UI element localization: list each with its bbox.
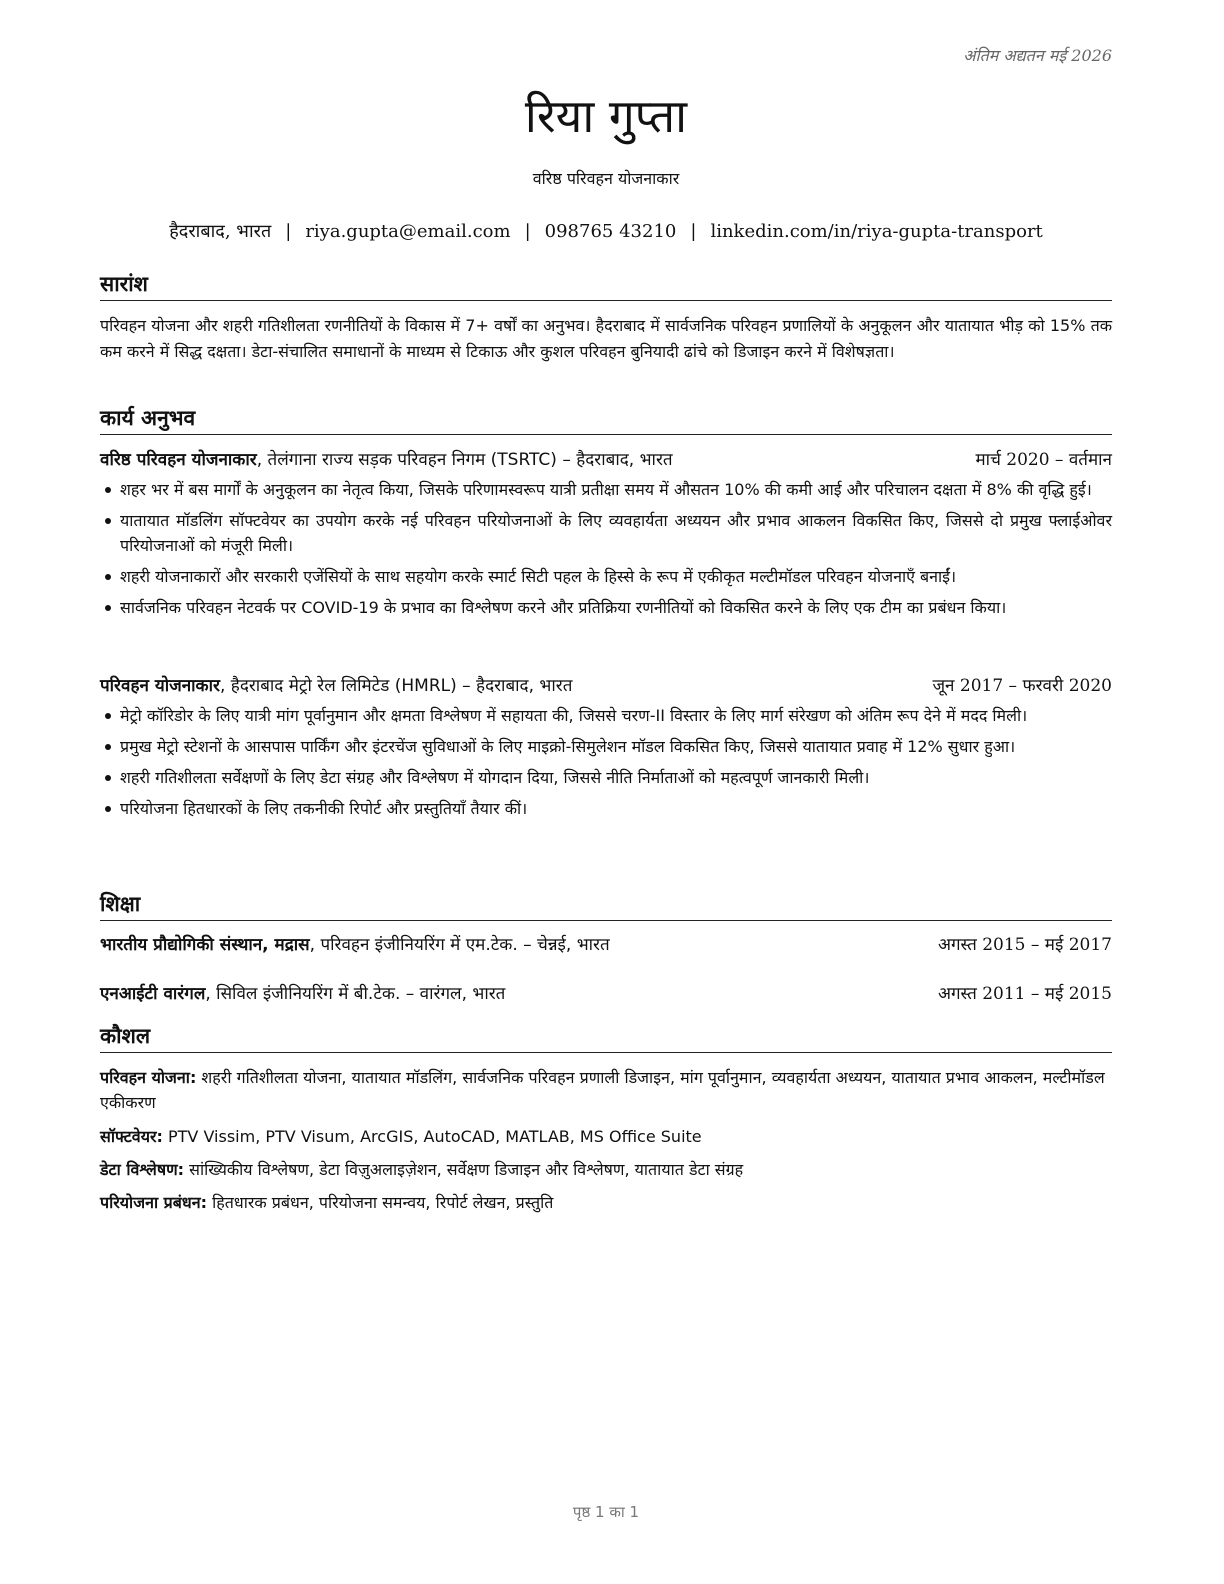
contact-email[interactable]: riya.gupta@email.com (305, 221, 511, 242)
job-bullets (100, 477, 1112, 626)
job-header (100, 673, 1112, 699)
job-bullet: प्रमुख मेट्रो स्टेशनों के आसपास पार्किंग और इंटरचेंज सुविधाओं के लिए माइक्रो-सिमुलेशन मॉडल विकसित किए, जिससे यातायात प्रवाह में 12% सुधार हुआ। (100, 734, 1112, 759)
skill-label: डेटा विश्लेषण: (100, 1160, 185, 1179)
skills-heading: कौशल (100, 1022, 1112, 1053)
skill-value: हितधारक प्रबंधन, परियोजना समन्वय, रिपोर्ट लेखन, प्रस्तुति (207, 1193, 554, 1212)
job-org: , हैदराबाद मेट्रो रेल लिमिटेड (HMRL) – हैदराबाद, भारत (219, 676, 573, 696)
resume-page (100, 0, 1112, 1584)
education-school: भारतीय प्रौद्योगिकी संस्थान, मद्रास (100, 935, 310, 955)
job-bullets (100, 703, 1112, 827)
job-role: परिवहन योजनाकार (100, 676, 220, 696)
skill-line (100, 1124, 1112, 1149)
job-dates: मार्च 2020 – वर्तमान (975, 450, 1112, 470)
job-bullet: शहरी गतिशीलता सर्वेक्षणों के लिए डेटा संग्रह और विश्लेषण में योगदान दिया, जिससे नीति निर्माताओं को महत्वपूर्ण जानकारी मिली। (100, 765, 1112, 790)
experience-heading: कार्य अनुभव (100, 404, 1112, 435)
contact-line (100, 219, 1112, 243)
job-dates: जून 2017 – फरवरी 2020 (932, 676, 1112, 696)
education-item (100, 932, 1112, 958)
job-org: , तेलंगाना राज्य सड़क परिवहन निगम (TSRTC) – हैदराबाद, भारत (256, 450, 673, 470)
candidate-title: वरिष्ठ परिवहन योजनाकार (532, 169, 680, 188)
job-bullet: शहर भर में बस मार्गों के अनुकूलन का नेतृत्व किया, जिसके परिणामस्वरूप यात्री प्रतीक्षा समय में औसतन 10% की कमी आई और परिचालन दक्षता में 8% की वृद्धि हुई। (100, 477, 1112, 502)
contact-separator: | (285, 221, 292, 242)
education-heading: शिक्षा (100, 890, 1112, 921)
education-detail: , सिविल इंजीनियरिंग में बी.टेक. – वारंगल, भारत (205, 984, 506, 1004)
job-bullet: मेट्रो कॉरिडोर के लिए यात्री मांग पूर्वानुमान और क्षमता विश्लेषण में सहायता की, जिससे चरण-II विस्तार के लिए मार्ग संरेखण को अंतिम रूप देने में मदद मिली। (100, 703, 1112, 728)
education-dates: अगस्त 2015 – मई 2017 (937, 935, 1112, 955)
job-header (100, 447, 1112, 473)
job-bullet: यातायात मॉडलिंग सॉफ्टवेयर का उपयोग करके नई परिवहन परियोजनाओं के लिए व्यवहार्यता अध्ययन और प्रभाव आकलन विकसित किए, जिससे दो प्रमुख फ्लाईओवर परियोजनाओं को मंजूरी मिली। (100, 508, 1112, 558)
job-role: वरिष्ठ परिवहन योजनाकार (100, 450, 257, 470)
contact-separator: | (690, 221, 697, 242)
contact-linkedin[interactable]: linkedin.com/in/riya-gupta-transport (710, 221, 1043, 242)
page-number: पृष्ठ 1 का 1 (572, 1503, 640, 1521)
contact-separator: | (524, 221, 531, 242)
skill-value: PTV Vissim, PTV Visum, ArcGIS, AutoCAD, MATLAB, MS Office Suite (162, 1127, 702, 1146)
contact-location: हैदराबाद, भारत (169, 221, 272, 242)
skill-label: परियोजना प्रबंधन: (100, 1193, 208, 1212)
skill-label: सॉफ्टवेयर: (100, 1127, 163, 1146)
job-bullet: परियोजना हितधारकों के लिए तकनीकी रिपोर्ट और प्रस्तुतियाँ तैयार कीं। (100, 796, 1112, 821)
education-school: एनआईटी वारंगल (100, 984, 206, 1004)
job-bullet: सार्वजनिक परिवहन नेटवर्क पर COVID-19 के प्रभाव का विश्लेषण करने और प्रतिक्रिया रणनीतियों को विकसित करने के लिए एक टीम का प्रबंधन किया। (100, 595, 1112, 620)
job-bullet: शहरी योजनाकारों और सरकारी एजेंसियों के साथ सहयोग करके स्मार्ट सिटी पहल के हिस्से के रूप में एकीकृत मल्टीमॉडल परिवहन योजनाएँ बनाईं। (100, 564, 1112, 589)
skill-label: परिवहन योजना: (100, 1068, 197, 1087)
contact-phone: 098765 43210 (544, 221, 677, 242)
education-dates: अगस्त 2011 – मई 2015 (937, 984, 1112, 1004)
skill-value: शहरी गतिशीलता योजना, यातायात मॉडलिंग, सार्वजनिक परिवहन प्रणाली डिजाइन, मांग पूर्वानुमान, व्यवहार्यता अध्ययन, यातायात प्रभाव आकलन, मल्टीमॉडल एकीकरण (100, 1068, 1105, 1112)
skill-line (100, 1157, 1112, 1182)
skill-line (100, 1190, 1112, 1215)
education-item (100, 981, 1112, 1007)
skill-value: सांख्यिकीय विश्लेषण, डेटा विज़ुअलाइज़ेशन, सर्वेक्षण डिजाइन और विश्लेषण, यातायात डेटा संग्रह (184, 1160, 744, 1179)
candidate-name: रिया गुप्ता (524, 89, 688, 143)
education-detail: , परिवहन इंजीनियरिंग में एम.टेक. – चेन्नई, भारत (309, 935, 610, 955)
summary-heading: सारांश (100, 270, 1112, 301)
skill-line (100, 1065, 1112, 1115)
summary-text: परिवहन योजना और शहरी गतिशीलता रणनीतियों के विकास में 7+ वर्षों का अनुभव। हैदराबाद में सार्वजनिक परिवहन प्रणालियों के अनुकूलन और यातायात भीड़ को 15% तक कम करने में सिद्ध दक्षता। डेटा-संचालित समाधानों के माध्यम से टिकाऊ और कुशल परिवहन बुनियादी ढांचे को डिजाइन करने में विशेषज्ञता। (100, 316, 1112, 361)
last-updated: अंतिम अद्यतन मई 2026 (963, 46, 1112, 65)
